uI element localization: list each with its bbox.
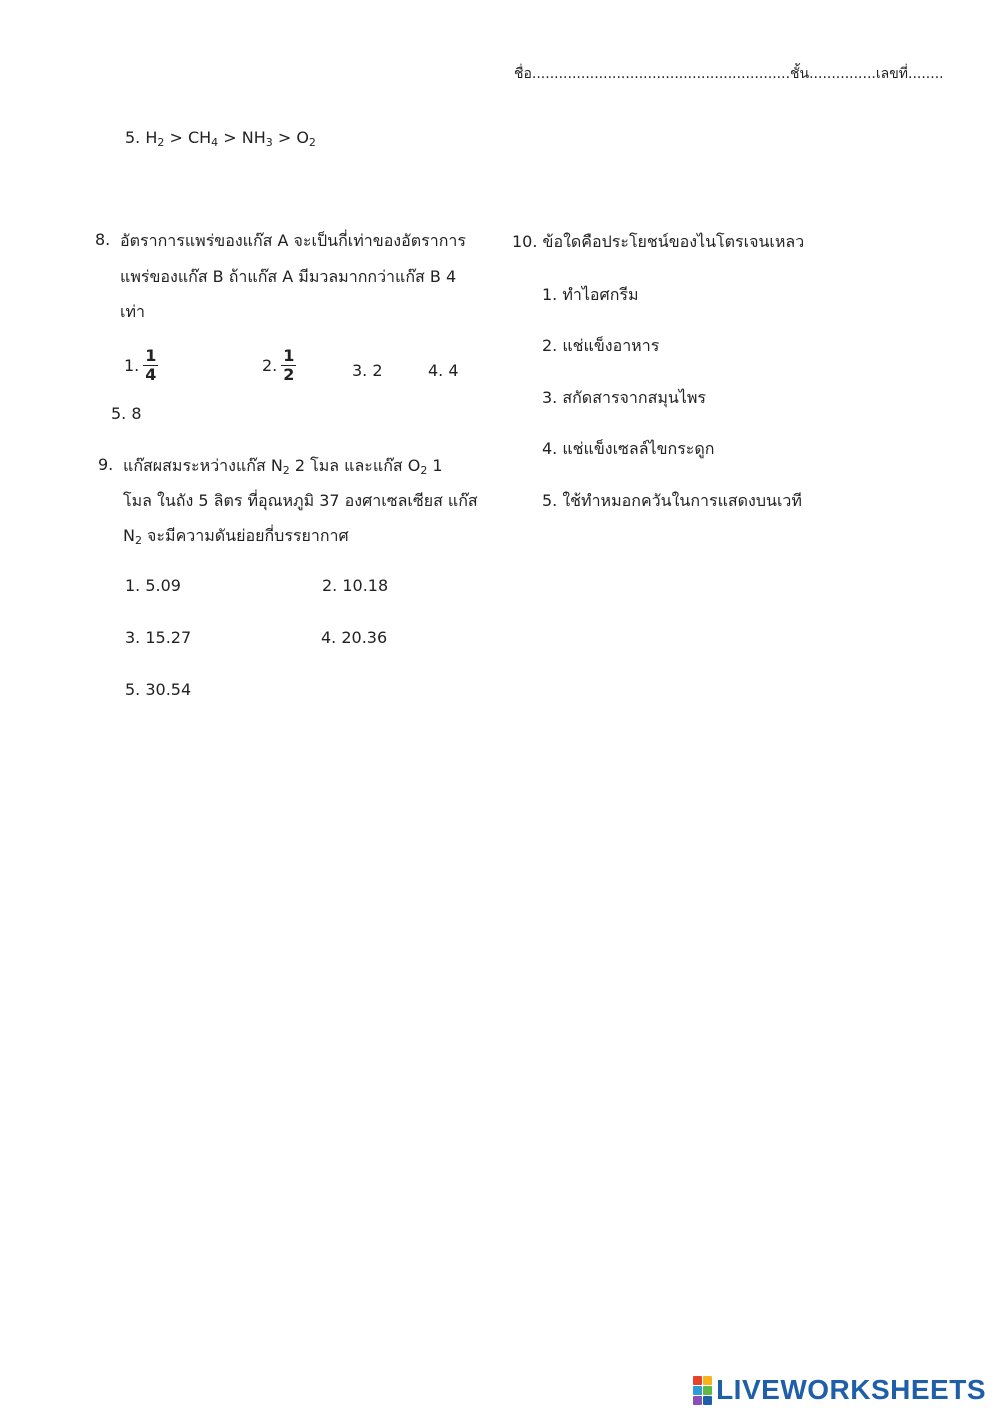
q7-choice-5: 5. $H_2 > CH_4 > NH_3 > O_2$ xyxy=(125,128,316,149)
choice-3[interactable]: 3. 15.27 xyxy=(125,628,192,647)
choice-3[interactable]: 3. สกัดสารจากสมุนไพร xyxy=(542,388,707,407)
question-number: 8. xyxy=(95,230,111,249)
choice-5[interactable]: 5. ใช้ทำหมอกควันในการแสดงบนเวที xyxy=(542,491,802,510)
question-text-line: เท่า xyxy=(120,302,145,321)
choice-1[interactable]: 1. $\frac{1}{4}$ xyxy=(124,346,157,384)
choice-2[interactable]: 2. 10.18 xyxy=(322,576,389,595)
choice-5[interactable]: 5. 30.54 xyxy=(125,680,192,699)
question-text-line: แก๊สผสมระหว่างแก๊ส $N_2$ 2 โมล และแก๊ส $O_2$ 1 xyxy=(123,456,443,477)
choice-5[interactable]: 5. 8 xyxy=(111,404,142,423)
fraction: $\frac{1}{4}$ xyxy=(145,346,157,384)
fraction: $\frac{1}{2}$ xyxy=(283,346,295,384)
choice-2[interactable]: 2. $\frac{1}{2}$ xyxy=(262,346,295,384)
logo-mark-icon xyxy=(693,1376,712,1405)
liveworksheets-logo xyxy=(693,1374,986,1406)
choice-1[interactable]: 1. 5.09 xyxy=(125,576,181,595)
choice-2[interactable]: 2. แช่แข็งอาหาร xyxy=(542,336,660,355)
choice-1[interactable]: 1. ทำไอศกรีม xyxy=(542,285,639,304)
logo-text: LIVEWORKSHEETS xyxy=(716,1374,986,1405)
choice-4[interactable]: 4. แช่แข็งเซลล์ไขกระดูก xyxy=(542,439,715,458)
choice-4[interactable]: 4. 4 xyxy=(428,361,459,380)
question-text-line: แพร่ของแก๊ส B ถ้าแก๊ส A มีมวลมากกว่าแก๊ส B 4 xyxy=(120,267,457,286)
question-number: 9. xyxy=(98,455,114,474)
choice-4[interactable]: 4. 20.36 xyxy=(321,628,388,647)
student-info-line: ชื่อ..........................................................ชั้น...............เลขที่........ xyxy=(514,66,944,82)
question-text-line: อัตราการแพร่ของแก๊ส A จะเป็นกี่เท่าของอัตราการ xyxy=(120,231,466,250)
question-text: 10. ข้อใดคือประโยชน์ของไนโตรเจนเหลว xyxy=(512,232,805,251)
choice-3[interactable]: 3. 2 xyxy=(352,361,383,380)
question-text-line: $N_2$ จะมีความดันย่อยกี่บรรยากาศ xyxy=(123,526,349,547)
question-text-line: โมล ในถัง 5 ลิตร ที่อุณหภูมิ 37 องศาเซลเซียส แก๊ส xyxy=(123,491,478,510)
